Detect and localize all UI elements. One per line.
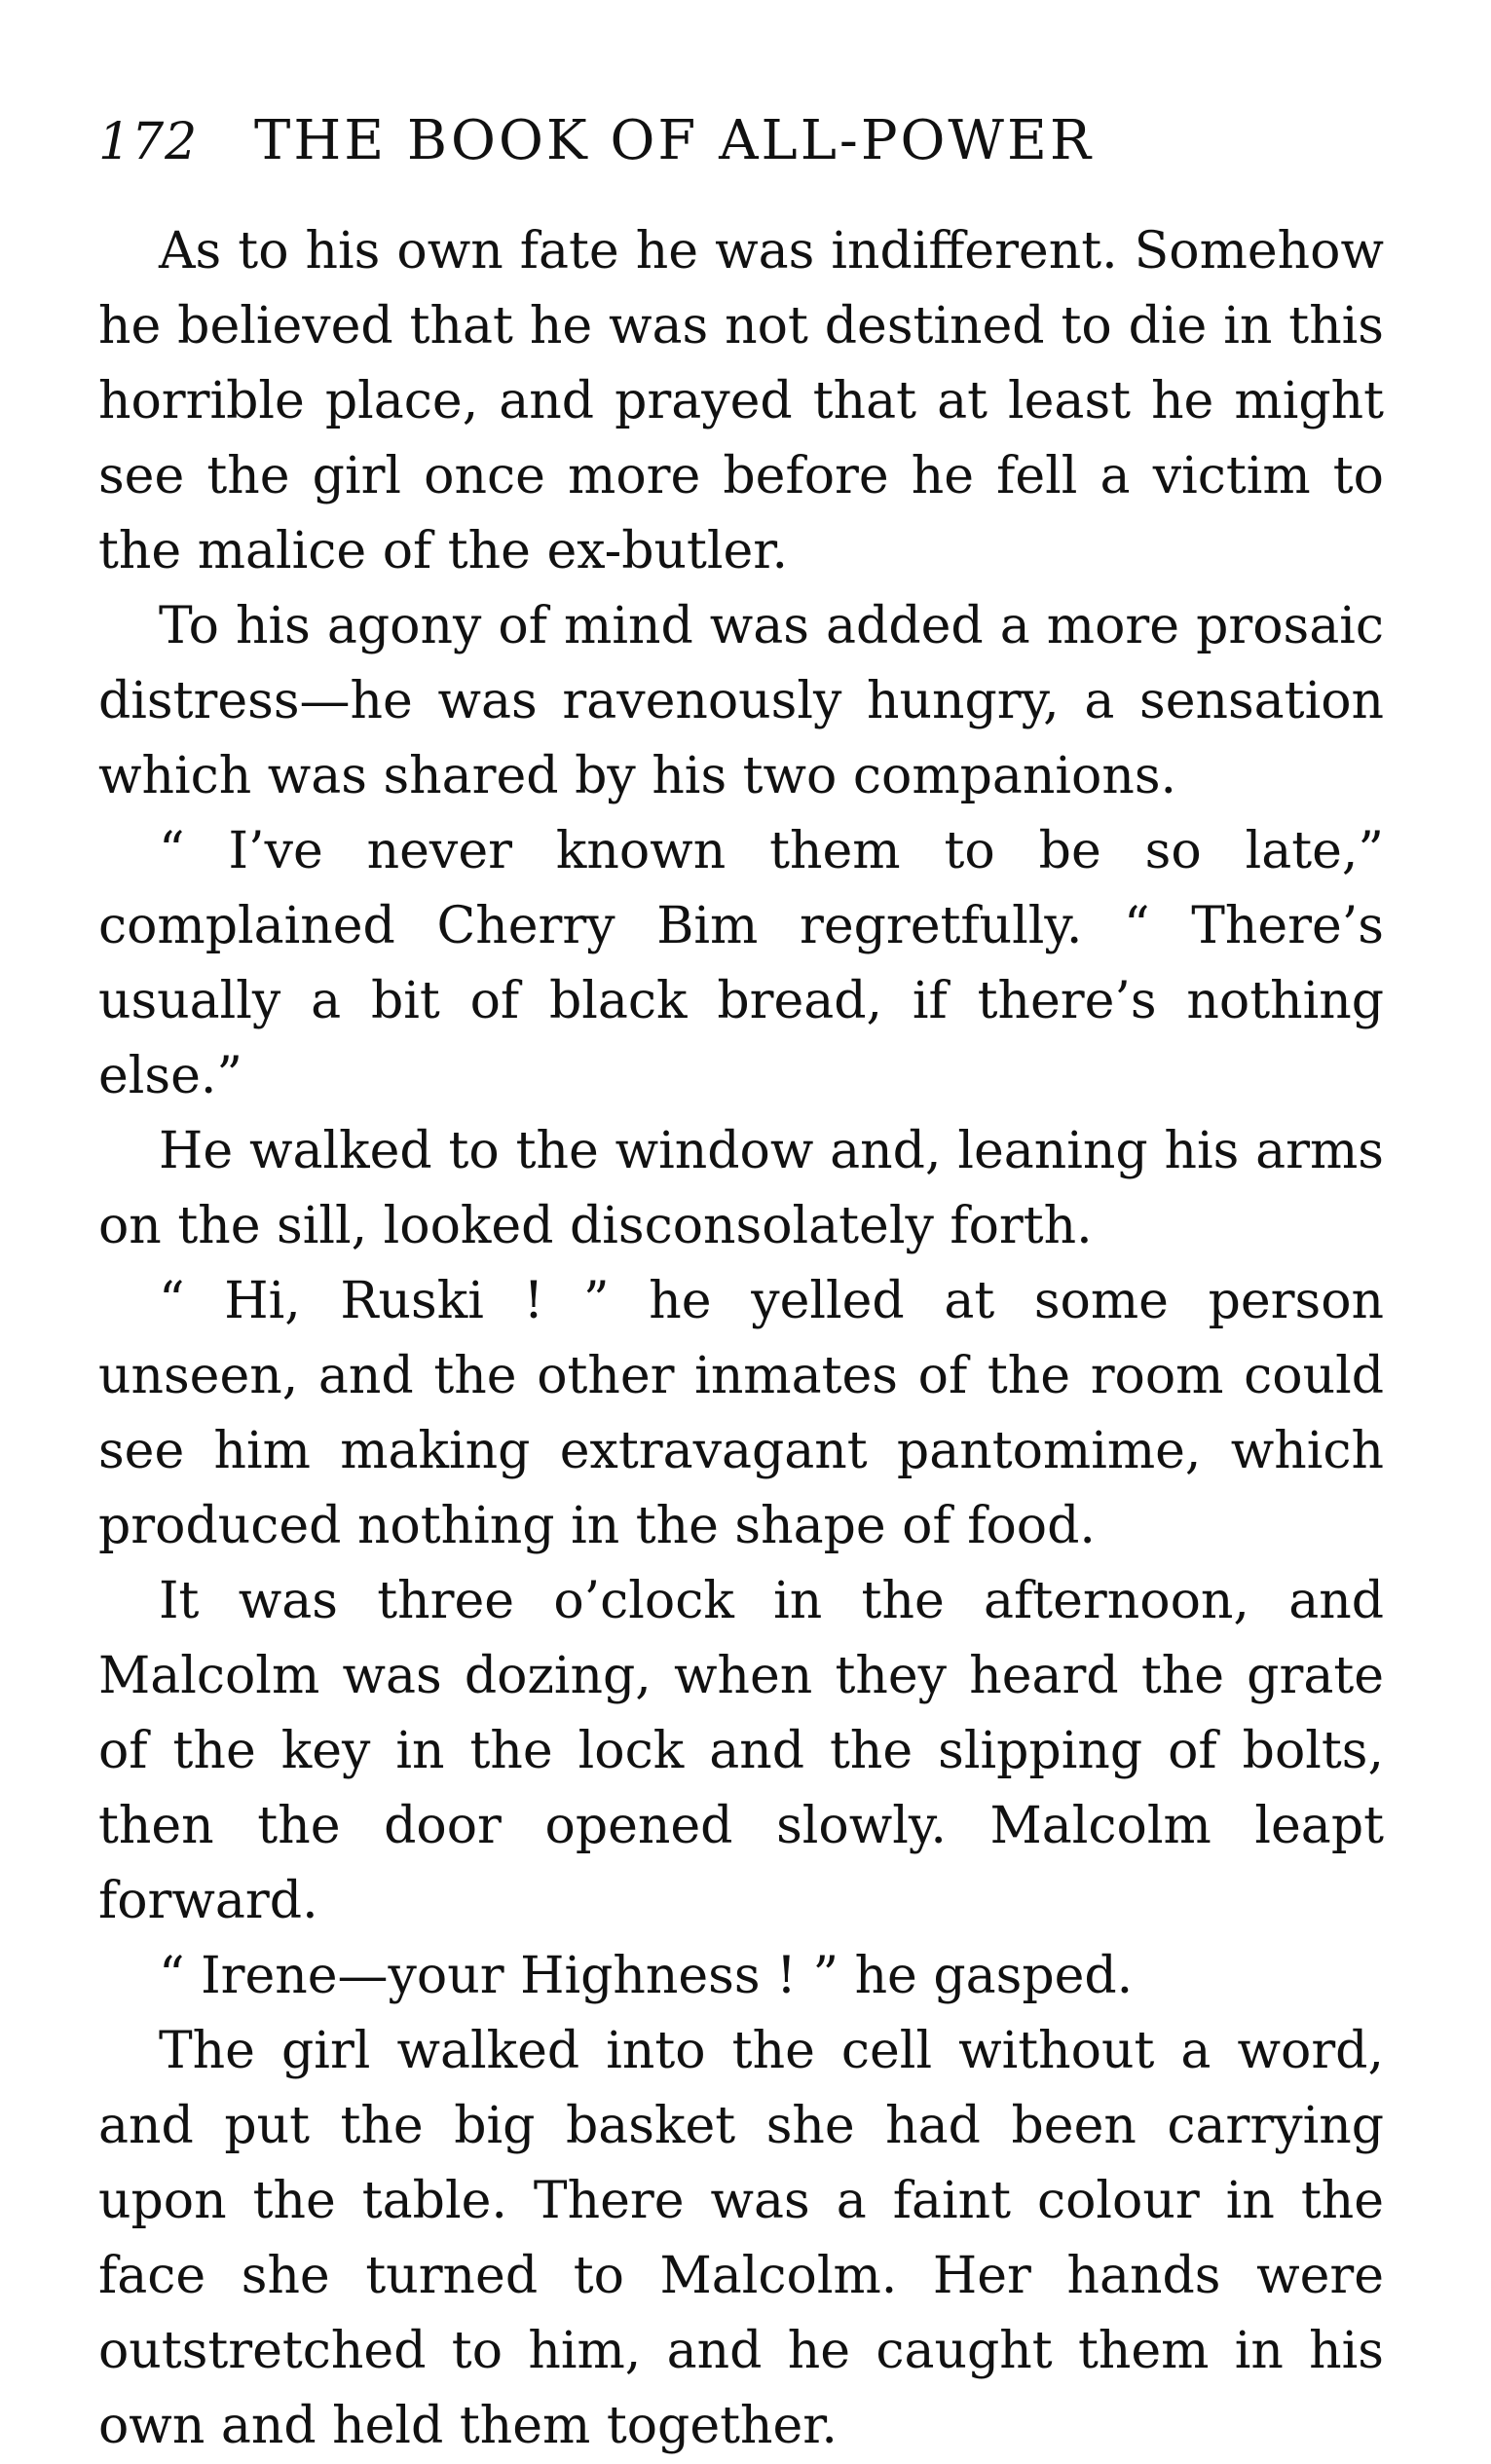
paragraph: “ Irene—your Highness ! ” he gasped. [159, 1947, 1134, 2005]
paragraph: “ I’ve never known them to be so late,” complained Cherry Bim regretfully. “ There’s usually a bit of black bread, if there’s nothing else.” [98, 822, 1384, 1105]
page-number: 172 [98, 113, 199, 171]
paragraph: “ Hi, Ruski ! ” he yelled at some person unseen, and the other inmates of the room could see him making extravagant pantomime, which produced nothing in the shape of food. [98, 1272, 1384, 1555]
body-text [98, 214, 1384, 2464]
running-title: THE BOOK OF ALL-POWER [254, 109, 1095, 172]
paragraph: He walked to the window and, leaning his arms on the sill, looked disconsolately forth. [98, 1122, 1384, 1255]
page-header [98, 109, 1384, 177]
paragraph: To his agony of mind was added a more prosaic distress—he was ravenously hungry, a sensation which was shared by his two companions. [98, 597, 1384, 805]
paragraph: It was three o’clock in the afternoon, and Malcolm was dozing, when they heard the grate of the key in the lock and the slipping of bolts, then the door opened slowly. Malcolm leapt forward. [98, 1572, 1384, 1930]
paragraph: The girl walked into the cell without a word, and put the big basket she had been carrying upon the table. There was a faint colour in the face she turned to Malcolm. Her hands were outstretched to him, and he caught them in his own and held them together. [98, 2022, 1384, 2455]
paragraph: As to his own fate he was indifferent. Somehow he believed that he was not destined to die in this horrible place, and prayed that at least he might see the girl once more before he fell a victim to the malice of the ex-butler. [98, 222, 1384, 580]
